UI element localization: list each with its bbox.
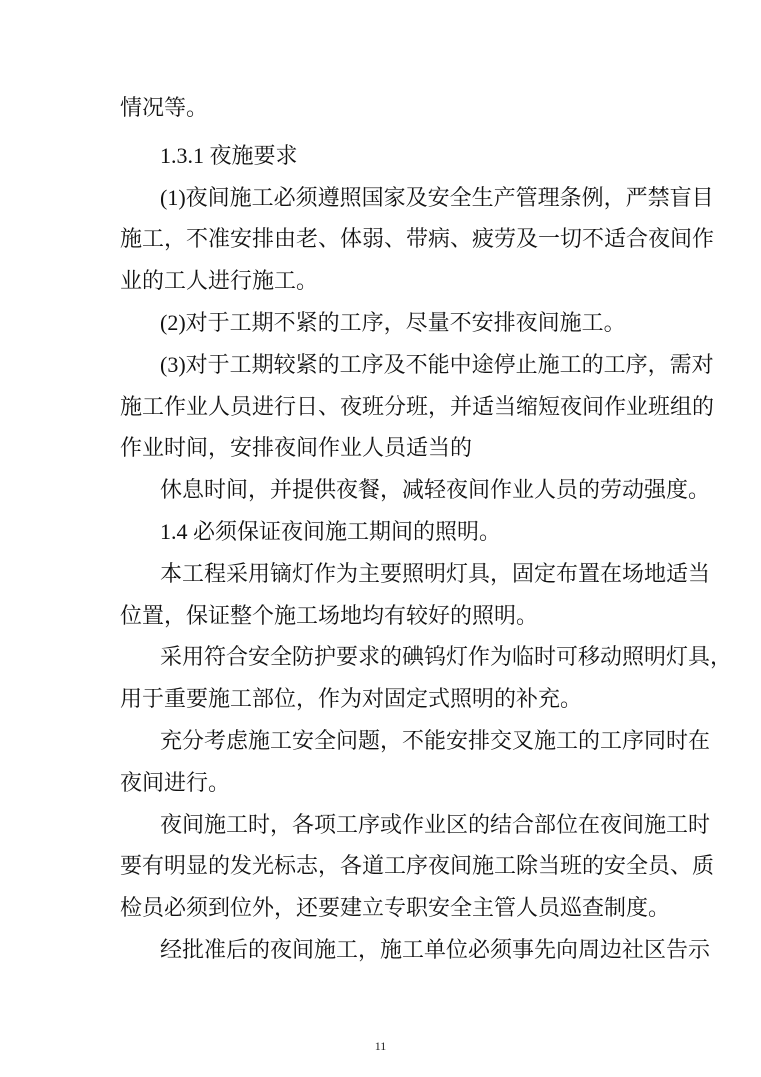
text-line: 位置，保证整个施工场地均有较好的照明。 <box>120 602 539 628</box>
text-line: 施工作业人员进行日、夜班分班，并适当缩短夜间作业班组的 <box>120 393 715 419</box>
text-line: 业的工人进行施工。 <box>120 268 319 294</box>
text-line: (1)夜间施工必须遵照国家及安全生产管理条例，严禁盲目 <box>160 184 714 210</box>
text-line: (3)对于工期较紧的工序及不能中途停止施工的工序，需对 <box>160 351 714 377</box>
text-line: 作业时间，安排夜间作业人员适当的 <box>120 435 473 461</box>
text-line: 1.4 必须保证夜间施工期间的照明。 <box>160 518 502 544</box>
text-line: (2)对于工期不紧的工序，尽量不安排夜间施工。 <box>160 309 626 335</box>
text-line: 检员必须到位外，还要建立专职安全主管人员巡查制度。 <box>120 895 671 921</box>
text-line: 充分考虑施工安全问题，不能安排交叉施工的工序同时在 <box>160 727 711 753</box>
text-line: 情况等。 <box>120 95 209 120</box>
text-line: 采用符合安全防护要求的碘钨灯作为临时可移动照明灯具， <box>160 644 733 670</box>
page-number: 11 <box>374 1039 387 1053</box>
text-line: 夜间进行。 <box>120 769 231 795</box>
text-line: 本工程采用镝灯作为主要照明灯具，固定布置在场地适当 <box>160 560 711 586</box>
text-line: 1.3.1 夜施要求 <box>160 142 298 168</box>
text-line: 休息时间，并提供夜餐，减轻夜间作业人员的劳动强度。 <box>160 477 711 503</box>
text-line: 用于重要施工部位，作为对固定式照明的补充。 <box>120 686 583 712</box>
body-text <box>120 87 733 971</box>
text-line: 要有明显的发光标志，各道工序夜间施工除当班的安全员、质 <box>120 853 715 879</box>
text-line: 施工，不准安排由老、体弱、带病、疲劳及一切不适合夜间作 <box>120 226 715 252</box>
text-line: 夜间施工时，各项工序或作业区的结合部位在夜间施工时 <box>160 811 711 837</box>
text-line: 经批准后的夜间施工，施工单位必须事先向周边社区告示 <box>160 936 711 962</box>
